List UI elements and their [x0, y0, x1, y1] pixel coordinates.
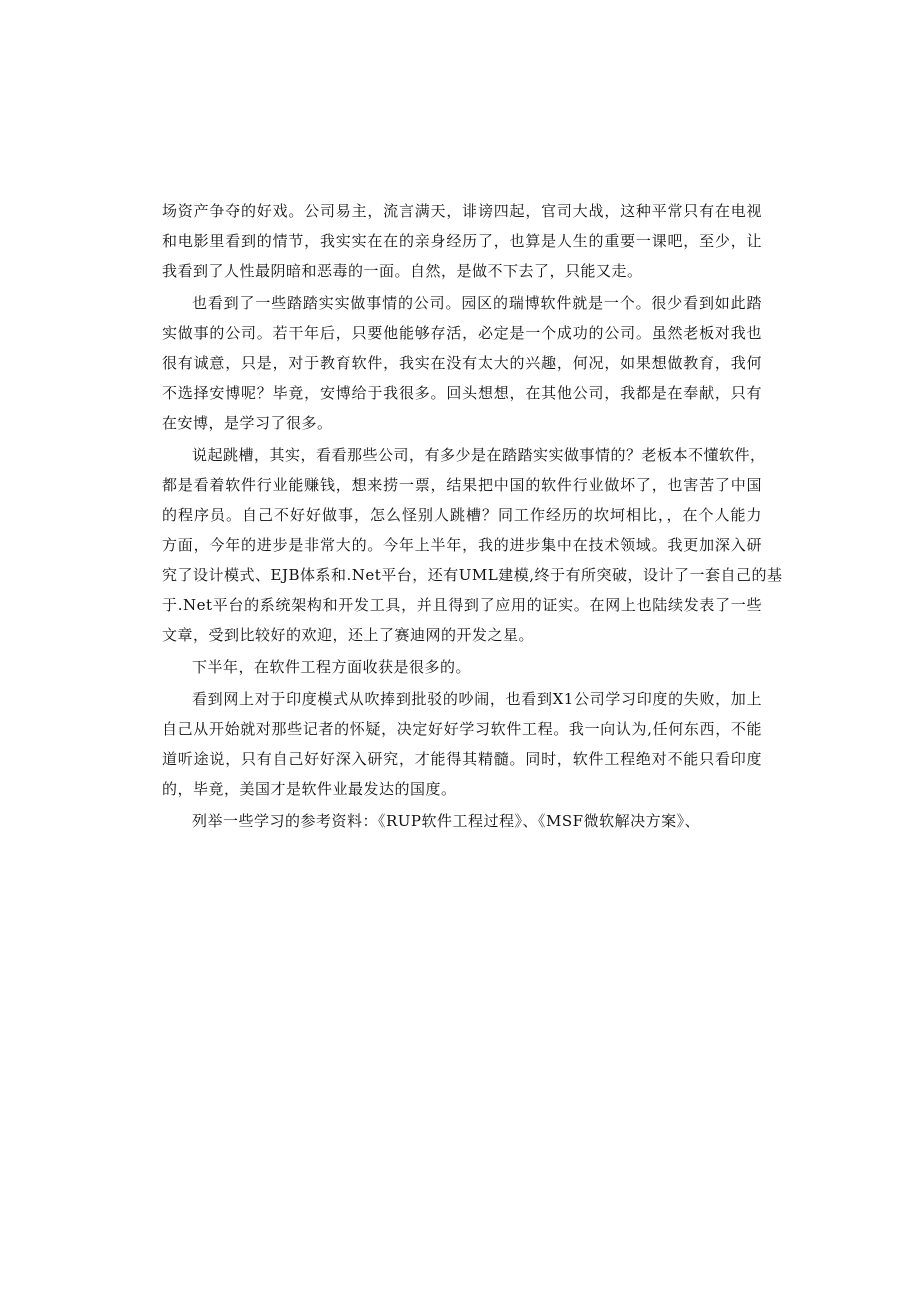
paragraph-3-line-4: 方面，今年的进步是非常大的。今年上半年，我的进步集中在技术领域。我更加深入研 — [162, 536, 762, 554]
paragraph-3-line-3: 的程序员。自己不好好做事，怎么怪别人跳槽？同工作经历的坎坷相比，，在个人能力 — [162, 506, 762, 524]
paragraph-3-line-2: 都是看着软件行业能赚钱，想来捞一票，结果把中国的软件行业做坏了，也害苦了中国 — [162, 476, 762, 494]
paragraph-1-line-3: 我看到了人性最阴暗和恶毒的一面。自然，是做不下去了，只能又走。 — [162, 262, 643, 280]
paragraph-3-line-1: 说起跳槽，其实，看看那些公司，有多少是在踏踏实实做事情的？老板本不懂软件， — [192, 446, 766, 464]
document-body — [162, 196, 783, 836]
paragraph-2-line-2: 实做事的公司。若干年后，只要他能够存活，必定是一个成功的公司。虽然老板对我也 — [162, 324, 762, 342]
paragraph-5-line-4: 的，毕竟，美国才是软件业最发达的国度。 — [162, 780, 457, 798]
paragraph-2-line-3: 很有诚意，只是，对于教育软件，我实在没有太大的兴趣，何况，如果想做教育，我何 — [162, 354, 762, 372]
paragraph-5-line-1: 看到网上对于印度模式从吹捧到批驳的吵闹，也看到X1公司学习印度的失败，加上 — [192, 690, 762, 708]
paragraph-3-line-7: 文章，受到比较好的欢迎，还上了赛迪网的开发之星。 — [162, 626, 535, 644]
paragraph-4-line-1: 下半年，在软件工程方面收获是很多的。 — [192, 658, 472, 676]
paragraph-3-line-6: 于.Net平台的系统架构和开发工具，并且得到了应用的证实。在网上也陆续发表了一些 — [162, 596, 762, 614]
paragraph-5-line-3: 道听途说，只有自己好好深入研究，才能得其精髓。同时，软件工程绝对不能只看印度 — [162, 750, 762, 768]
paragraph-1-line-1: 场资产争夺的好戏。公司易主，流言满天，诽谤四起，官司大战，这种平常只有在电视 — [162, 202, 762, 220]
paragraph-2-line-1: 也看到了一些踏踏实实做事情的公司。园区的瑞博软件就是一个。很少看到如此踏 — [192, 294, 762, 312]
paragraph-2-line-4: 不选择安博呢？毕竟，安博给于我很多。回头想想，在其他公司，我都是在奉献，只有 — [162, 384, 762, 402]
paragraph-6-line-1: 列举一些学习的参考资料：《RUP软件工程过程》、《MSF微软解决方案》、 — [192, 812, 701, 830]
paragraph-5-line-2: 自己从开始就对那些记者的怀疑，决定好好学习软件工程。我一向认为,任何东西，不能 — [162, 720, 762, 738]
paragraph-3-line-5: 究了设计模式、EJB体系和.Net平台，还有UML建模,终于有所突破，设计了一套自己的基 — [162, 566, 783, 584]
paragraph-2-line-5: 在安博，是学习了很多。 — [162, 414, 333, 432]
paragraph-1-line-2: 和电影里看到的情节，我实实在在的亲身经历了，也算是人生的重要一课吧，至少，让 — [162, 232, 762, 250]
